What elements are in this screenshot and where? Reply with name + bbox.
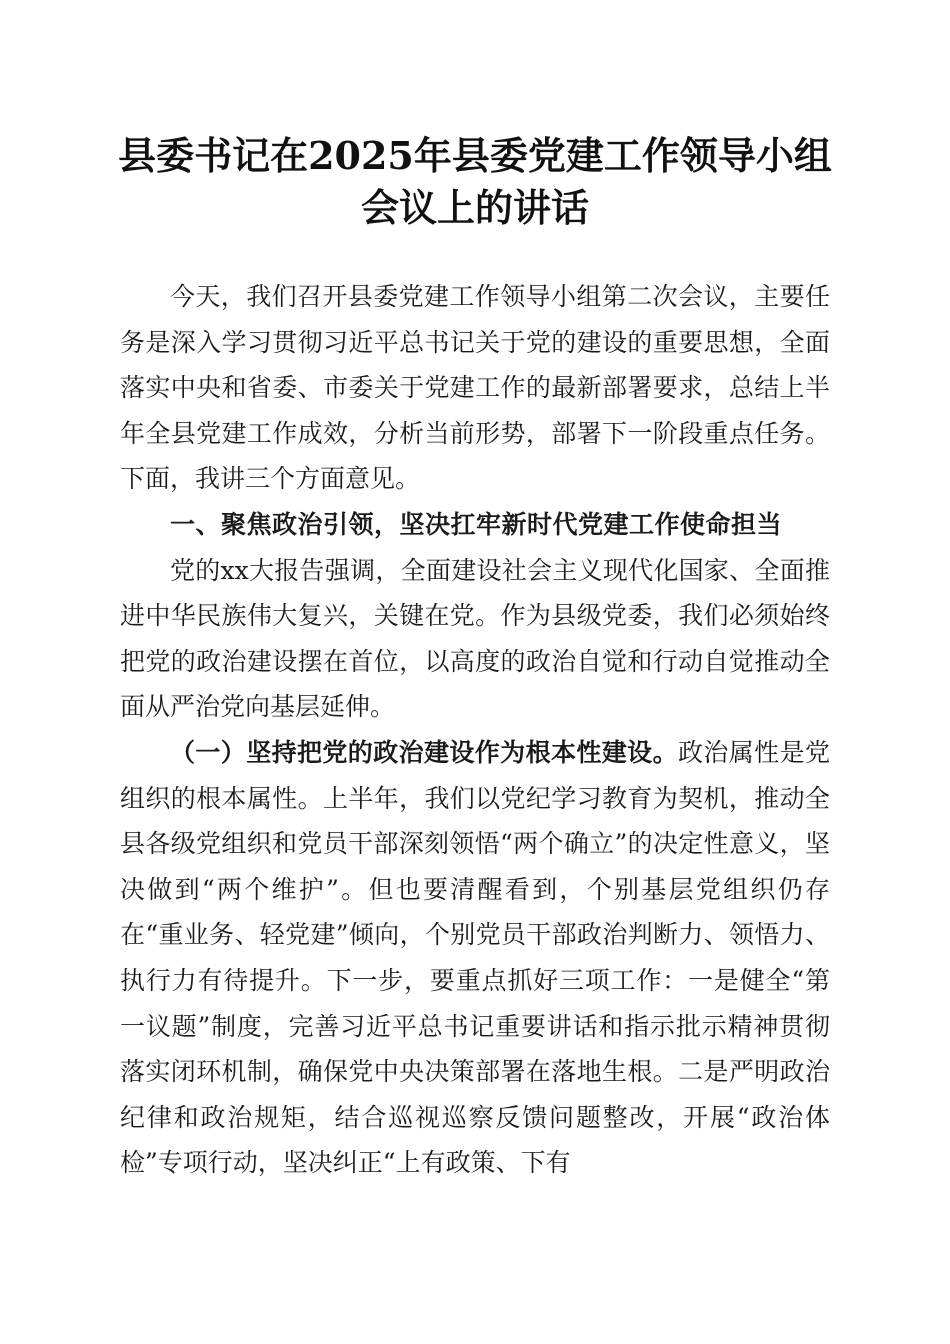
intro-paragraph: 今天，我们召开县委党建工作领导小组第二次会议，主要任务是深入学习贯彻习近平总书记关于党的建设的重要思想，全面落实中央和省委、市委关于党建工作的最新部署要求，总结上半年全县党建工作成效，分析当前形势，部署下一阶段重点任务。下面，我讲三个方面意见。 <box>120 282 830 494</box>
document-body <box>120 274 830 1186</box>
subsection-1-text: 政治属性是党组织的根本属性。上半年，我们以党纪学习教育为契机，推动全县各级党组织和党员干部深刻领悟“两个确立”的决定性意义，坚决做到“两个维护”。但也要清醒看到，个别基层党组织仍存在“重业务、轻党建”倾向，个别党员干部政治判断力、领悟力、执行力有待提升。下一步，要重点抓好三项工作：一是健全“第一议题”制度，完善习近平总书记重要讲话和指示批示精神贯彻落实闭环机制，确保党中央决策部署在落地生根。二是严明政治纪律和政治规矩，结合巡视巡察反馈问题整改，开展“政治体检”专项行动，坚决纠正“上有政策、下有 <box>120 737 830 1178</box>
section-heading-1: 一、聚焦政治引领，坚决扛牢新时代党建工作使命担当 <box>170 509 783 539</box>
section-1-paragraph: 党的xx大报告强调，全面建设社会主义现代化国家、全面推进中华民族伟大复兴，关键在党。作为县级党委，我们必须始终把党的政治建设摆在首位，以高度的政治自觉和行动自觉推动全面从严治党向基层延伸。 <box>120 555 830 722</box>
subsection-1-lead: （一）坚持把党的政治建设作为根本性建设。 <box>170 737 678 767</box>
document-title: 县委书记在2025年县委党建工作领导小组会议上的讲话 <box>118 133 832 230</box>
subsection-1-paragraph <box>120 730 830 1186</box>
